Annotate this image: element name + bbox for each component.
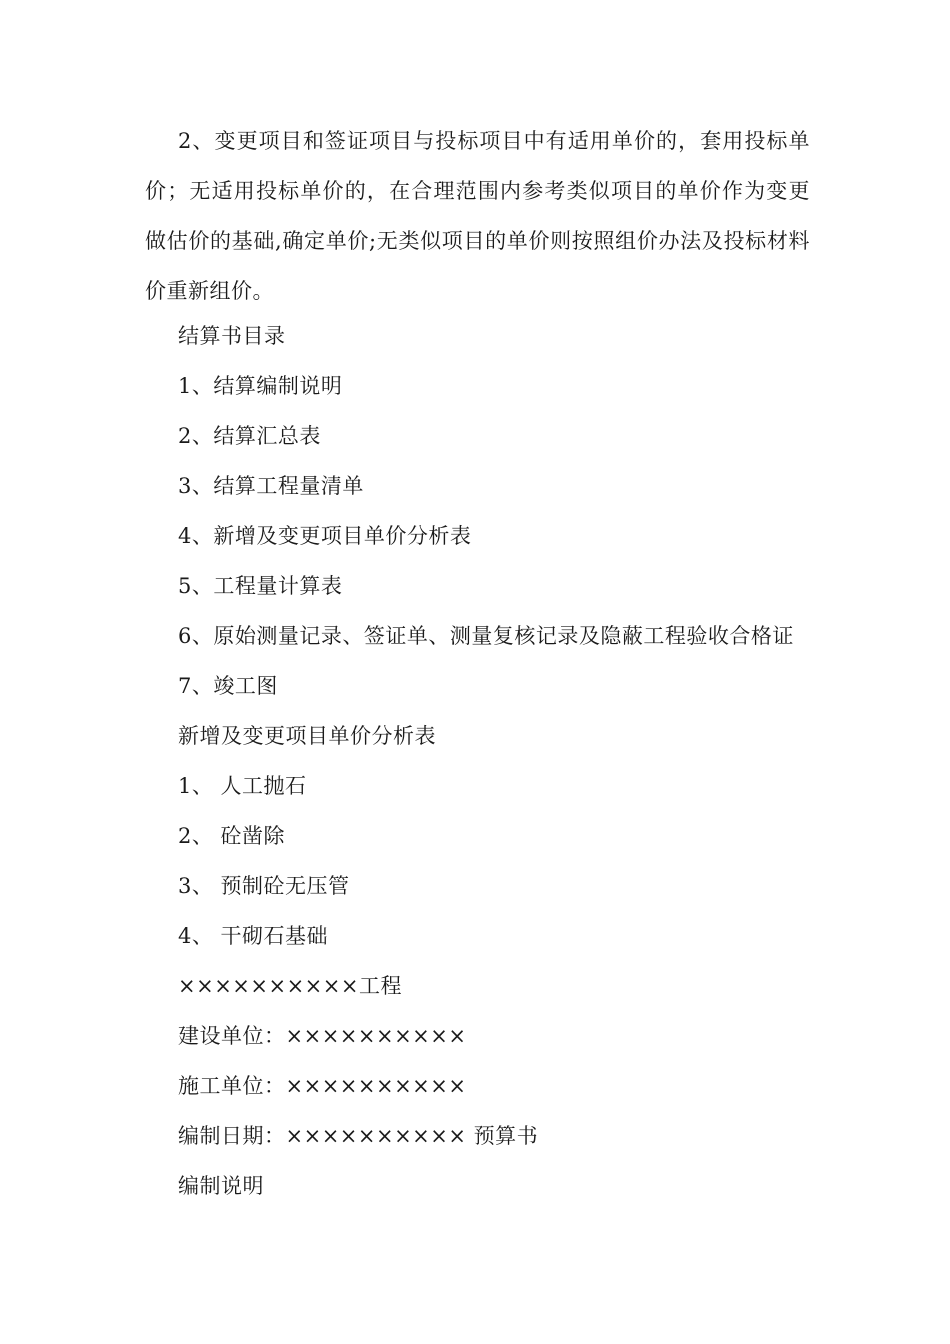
line-analysis-item: 4、 干砌石基础 xyxy=(178,924,329,948)
line-analysis-item: 2、 砼凿除 xyxy=(178,824,286,848)
line-toc-item: 2、结算汇总表 xyxy=(178,424,321,448)
line-toc-item: 5、工程量计算表 xyxy=(178,574,343,598)
line-analysis-item: 1、 人工抛石 xyxy=(178,774,307,798)
line-toc-item: 7、竣工图 xyxy=(178,674,278,698)
line-construction-unit: 建设单位：×××××××××× xyxy=(178,1024,467,1048)
line-analysis-item: 3、 预制砼无压管 xyxy=(178,874,350,898)
body-paragraph: 2、变更项目和签证项目与投标项目中有适用单价的，套用投标单价；无适用投标单价的，在合理范围内参考类似项目的单价作为变更做估价的基础,确定单价;无类似项目的单价则按照组价办法及投标材料价重新组价。 xyxy=(145,129,810,303)
line-toc-item: 3、结算工程量清单 xyxy=(178,474,364,498)
line-section-title: 新增及变更项目单价分析表 xyxy=(178,724,436,748)
line-toc-item: 1、结算编制说明 xyxy=(178,374,343,398)
line-compile-date: 编制日期：×××××××××× 预算书 xyxy=(178,1124,539,1148)
line-toc-item: 6、原始测量记录、签证单、测量复核记录及隐蔽工程验收合格证 xyxy=(178,624,794,648)
line-contractor-unit: 施工单位：×××××××××× xyxy=(178,1074,467,1098)
line-toc-item: 4、新增及变更项目单价分析表 xyxy=(178,524,472,548)
line-compile-notes: 编制说明 xyxy=(178,1174,264,1198)
line-toc-title: 结算书目录 xyxy=(178,324,286,348)
document-lines xyxy=(178,311,828,1211)
line-project-name: ××××××××××工程 xyxy=(178,974,402,998)
